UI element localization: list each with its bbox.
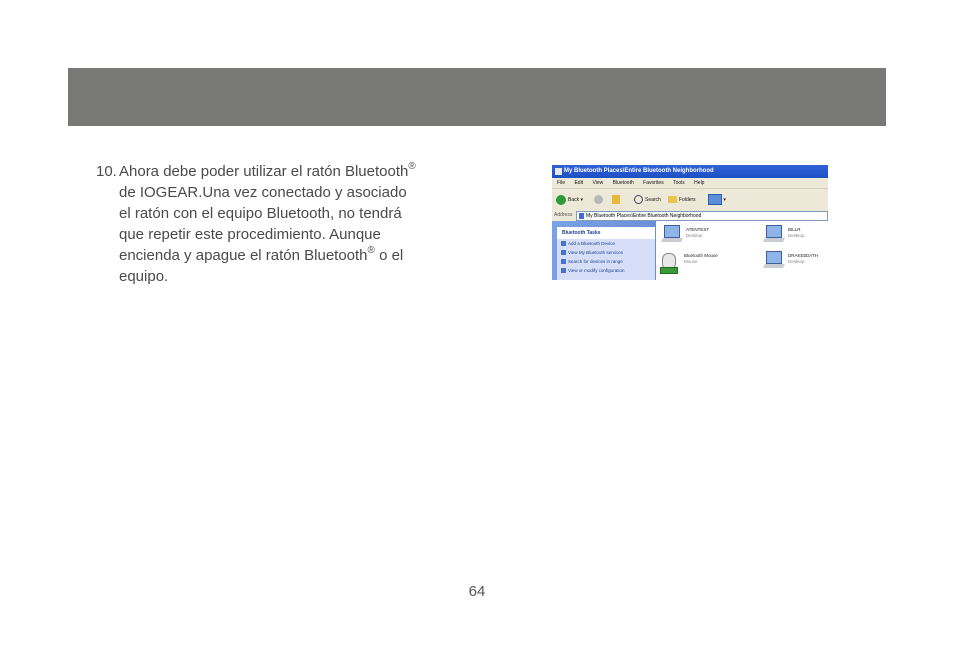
step-line-3: el ratón con el equipo Bluetooth, no tendrá	[119, 205, 402, 222]
task-view-services[interactable]: View My Bluetooth services	[557, 248, 655, 257]
folder-up-icon	[612, 195, 620, 204]
address-bar	[552, 210, 828, 221]
bluetooth-tasks-panel	[557, 227, 655, 280]
task-search-devices[interactable]: Search for devices in range	[557, 257, 655, 266]
explorer-content: Bluetooth Tasks Add a Bluetooth Device View My Bluetooth services Search for devices in range View or modify configuration ATENTEST Desktop BILLR Desktop Bluetooth Mouse Mouse DRAKE5DATH Desktop	[552, 221, 828, 280]
toolbar	[552, 188, 828, 211]
mouse-icon	[660, 251, 680, 267]
up-button[interactable]	[612, 194, 620, 206]
back-arrow-icon	[556, 195, 566, 205]
folders-icon	[668, 196, 677, 203]
menu-bar	[552, 178, 828, 188]
step-line-2: de IOGEAR.Una vez conectado y asociado	[119, 184, 407, 201]
search-icon	[634, 195, 643, 204]
menu-file[interactable]: File	[557, 180, 566, 186]
menu-bluetooth[interactable]: Bluetooth	[612, 180, 634, 186]
folders-button[interactable]: Folders	[668, 194, 696, 206]
menu-edit[interactable]: Edit	[574, 180, 584, 186]
bluetooth-tasks-title[interactable]: Bluetooth Tasks	[557, 227, 655, 239]
task-pane	[552, 221, 656, 280]
services-icon	[561, 250, 566, 255]
bluetooth-places-screenshot	[552, 165, 828, 280]
computer-icon	[764, 251, 784, 267]
window-titlebar	[552, 165, 828, 178]
task-configuration[interactable]: View or modify configuration	[557, 266, 655, 275]
menu-favorites[interactable]: Favorites	[643, 180, 664, 186]
menu-view[interactable]: View	[592, 180, 604, 186]
forward-button[interactable]	[594, 194, 603, 206]
step-line-5: encienda y apague el ratón Bluetooth® o el	[119, 245, 404, 264]
search-button[interactable]: Search	[634, 194, 661, 206]
menu-tools[interactable]: Tools	[673, 180, 685, 186]
step-line-4: que repetir este procedimiento. Aunque	[119, 226, 381, 243]
menu-help[interactable]: Help	[694, 180, 705, 186]
step-text	[119, 161, 459, 287]
back-button[interactable]: Back ▾	[556, 194, 583, 206]
window-title: My Bluetooth Places\Entire Bluetooth Neighborhood	[564, 168, 714, 174]
computer-icon	[764, 225, 784, 241]
registered-mark: ®	[367, 245, 375, 256]
forward-arrow-icon	[594, 195, 603, 204]
views-button[interactable]: ▾	[708, 194, 726, 206]
address-field[interactable]: My Bluetooth Places\Entire Bluetooth Neighborhood	[576, 211, 828, 221]
window-icon	[555, 168, 562, 175]
views-icon	[708, 194, 722, 205]
add-device-icon	[561, 241, 566, 246]
registered-mark: ®	[408, 161, 416, 172]
page-number: 64	[468, 583, 486, 600]
bluetooth-icon	[579, 213, 584, 219]
search-devices-icon	[561, 259, 566, 264]
address-label: Address	[554, 212, 573, 218]
step-number: 10.	[96, 163, 117, 180]
header-bar	[68, 68, 886, 126]
step-line-6: equipo.	[119, 268, 169, 285]
task-add-device[interactable]: Add a Bluetooth Device	[557, 239, 655, 248]
step-line-1: Ahora debe poder utilizar el ratón Bluetooth®	[119, 161, 416, 180]
configuration-icon	[561, 268, 566, 273]
computer-icon	[662, 225, 682, 241]
